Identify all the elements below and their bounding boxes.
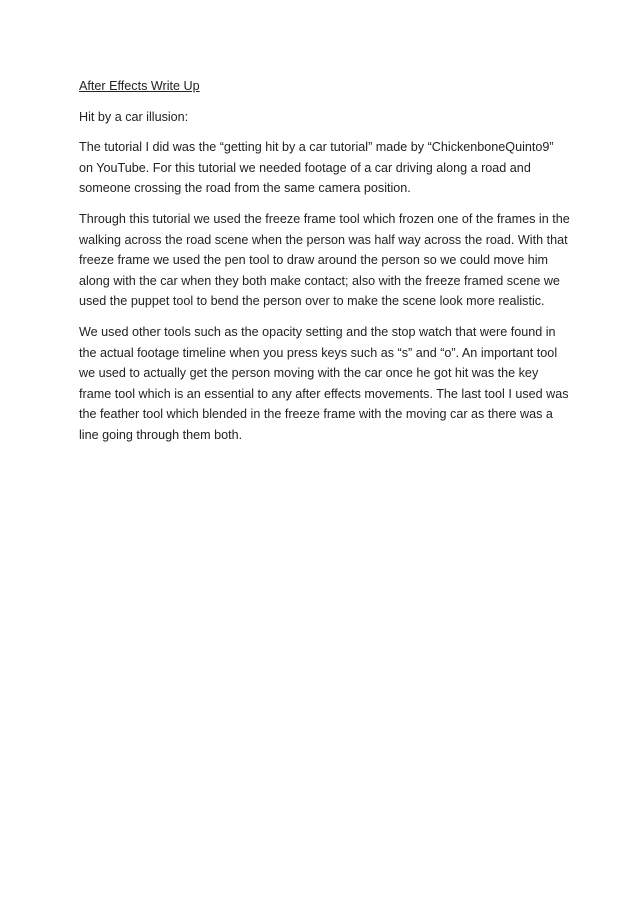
document-title: After Effects Write Up: [79, 79, 200, 93]
paragraph-tutorial-intro: The tutorial I did was the “getting hit by a car tutorial” made by “ChickenboneQuinto9” on YouTube. For this tutorial we needed footage of a car driving along a road and someone crossing the road from the same camera position.: [79, 140, 554, 196]
document-body: [79, 76, 571, 456]
document-subtitle: Hit by a car illusion:: [79, 109, 189, 124]
paragraph-other-tools: We used other tools such as the opacity setting and the stop watch that were found in the actual footage timeline when you press keys such as “s” and “o”. An important tool we used to actually get the person moving with the car once he got hit was the key frame tool which is an essential to any after effects movements. The last tool I used was the feather tool which blended in the freeze frame with the moving car as there was a line going through them both.: [79, 324, 569, 442]
paragraph-freeze-frame: Through this tutorial we used the freeze frame tool which frozen one of the frames in the walking across the road scene when the person was half way across the road. With that freeze frame we used the pen tool to draw around the person so we could move him along with the car when they both make contact; also with the freeze framed scene we used the puppet tool to bend the person over to make the scene look more realistic.: [79, 211, 570, 309]
